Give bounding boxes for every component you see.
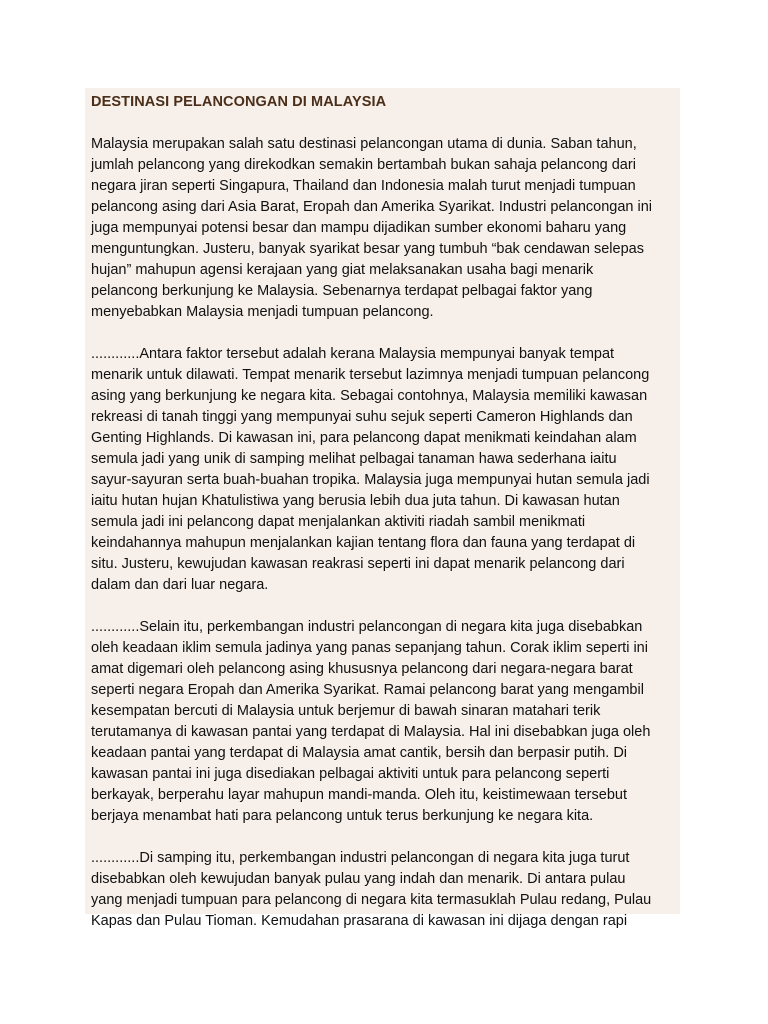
text-line: rekreasi di tanah tinggi yang mempunyai suhu sejuk seperti Cameron Highlands dan <box>91 409 633 425</box>
text-line: juga mempunyai potensi besar dan mampu dijadikan sumber ekonomi baharu yang <box>91 220 627 236</box>
text-line: keadaan pantai yang terdapat di Malaysia amat cantik, bersih dan berpasir putih. Di <box>91 745 628 761</box>
text-line: seperti negara Eropah dan Amerika Syarikat. Ramai pelancong barat yang mengambil <box>91 682 644 698</box>
text-line: ............Di samping itu, perkembangan industri pelancongan di negara kita juga turut <box>91 850 630 866</box>
text-line: oleh keadaan iklim semula jadinya yang panas sepanjang tahun. Corak iklim seperti ini <box>91 640 648 656</box>
text-line: keindahannya mahupun menjalankan kajian tentang flora dan fauna yang terdapat di <box>91 535 636 551</box>
body-paragraph <box>91 344 681 596</box>
text-line: menarik untuk dilawati. Tempat menarik tersebut lazimnya menjadi tumpuan pelancong <box>91 367 650 383</box>
text-line: Genting Highlands. Di kawasan ini, para pelancong dapat menikmati keindahan alam <box>91 430 637 446</box>
body-paragraph <box>91 134 681 323</box>
text-line: asing yang berkunjung ke negara kita. Sebagai contohnya, Malaysia memiliki kawasan <box>91 388 648 404</box>
text-line: iaitu hutan hujan Khatulistiwa yang berusia lebih dua juta tahun. Di kawasan hutan <box>91 493 620 509</box>
text-line: terutamanya di kawasan pantai yang terdapat di Malaysia. Hal ini disebabkan juga oleh <box>91 724 651 740</box>
text-line: semula jadi ini pelancong dapat menjalankan aktiviti riadah sambil menikmati <box>91 514 586 530</box>
paragraph-list <box>91 134 681 932</box>
text-line: berjaya menambat hati para pelancong untuk terus berkunjung ke negara kita. <box>91 808 594 824</box>
text-line: amat digemari oleh pelancong asing khususnya pelancong dari negara-negara barat <box>91 661 633 677</box>
document-title: DESTINASI PELANCONGAN DI MALAYSIA <box>91 94 387 110</box>
text-line: hujan” mahupun agensi kerajaan yang giat melaksanakan usaha bagi menarik <box>91 262 594 278</box>
text-line: sayur-sayuran serta buah-buahan tropika. Malaysia juga mempunyai hutan semula jadi <box>91 472 650 488</box>
text-line: berkayak, berperahu layar mahupun mandi-manda. Oleh itu, keistimewaan tersebut <box>91 787 627 803</box>
text-line: yang menjadi tumpuan para pelancong di negara kita termasuklah Pulau redang, Pulau <box>91 892 652 908</box>
text-line: pelancong asing dari Asia Barat, Eropah dan Amerika Syarikat. Industri pelancongan ini <box>91 199 653 215</box>
document-content <box>91 92 681 932</box>
text-line: Malaysia merupakan salah satu destinasi pelancongan utama di dunia. Saban tahun, <box>91 136 637 152</box>
text-line: ............Antara faktor tersebut adalah kerana Malaysia mempunyai banyak tempat <box>91 346 615 362</box>
text-line: pelancong berkunjung ke Malaysia. Sebenarnya terdapat pelbagai faktor yang <box>91 283 593 299</box>
body-paragraph <box>91 617 681 827</box>
text-line: kawasan pantai ini juga disediakan pelbagai aktiviti untuk para pelancong seperti <box>91 766 610 782</box>
text-line: Kapas dan Pulau Tioman. Kemudahan prasarana di kawasan ini dijaga dengan rapi <box>91 913 628 929</box>
text-line: jumlah pelancong yang direkodkan semakin bertambah bukan sahaja pelancong dari <box>91 157 636 173</box>
text-line: situ. Justeru, kewujudan kawasan reakrasi seperti ini dapat menarik pelancong dari <box>91 556 625 572</box>
text-line: semula jadi yang unik di samping melihat pelbagai tanaman hawa sederhana iaitu <box>91 451 617 467</box>
text-line: ............Selain itu, perkembangan industri pelancongan di negara kita juga disebabkan <box>91 619 643 635</box>
text-line: dalam dan dari luar negara. <box>91 577 269 593</box>
text-line: menyebabkan Malaysia menjadi tumpuan pelancong. <box>91 304 434 320</box>
text-line: menguntungkan. Justeru, banyak syarikat besar yang tumbuh “bak cendawan selepas <box>91 241 644 257</box>
document-page <box>85 88 680 929</box>
text-line: negara jiran seperti Singapura, Thailand dan Indonesia malah turut menjadi tumpuan <box>91 178 636 194</box>
body-paragraph <box>91 848 681 932</box>
text-line: kesempatan bercuti di Malaysia untuk berjemur di bawah sinaran matahari terik <box>91 703 601 719</box>
text-line: disebabkan oleh kewujudan banyak pulau yang indah dan menarik. Di antara pulau <box>91 871 626 887</box>
